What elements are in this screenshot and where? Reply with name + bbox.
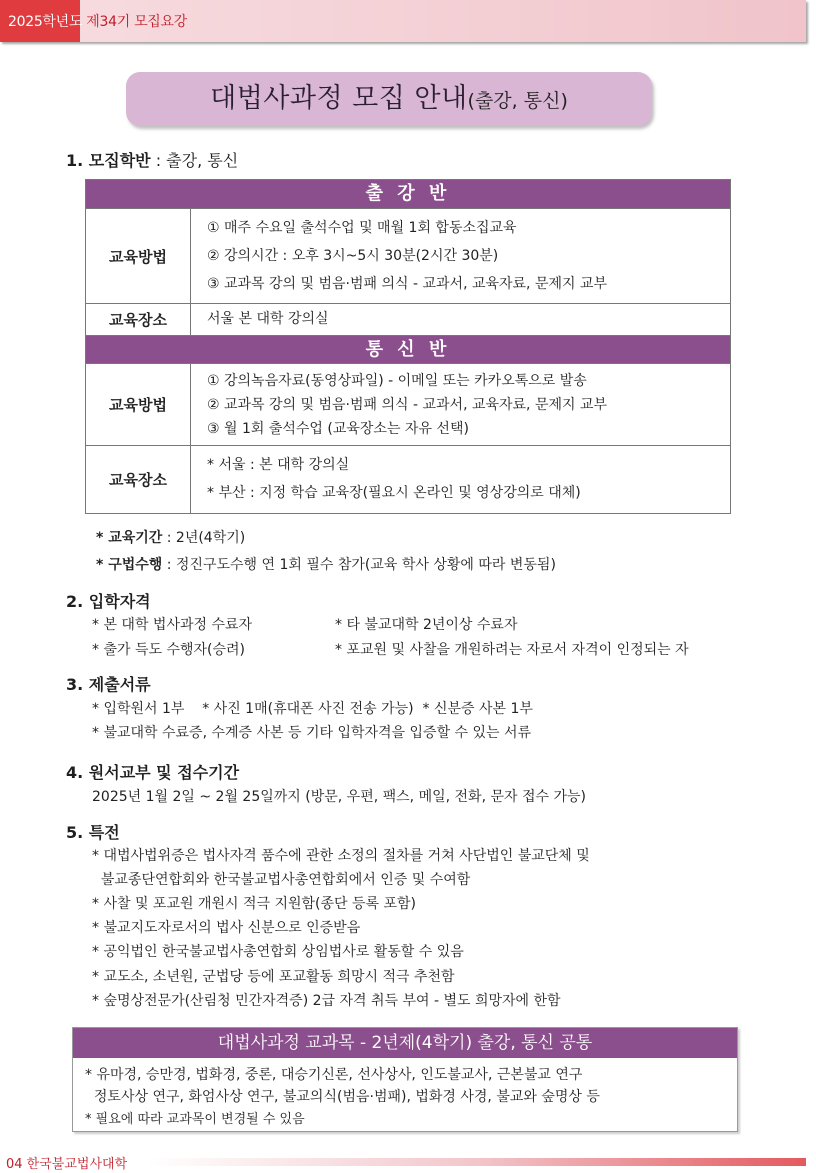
benefit-line: * 교도소, 소년원, 군법당 등에 포교활동 희망시 적극 추천함 [92, 969, 455, 985]
footer-band [148, 1158, 806, 1166]
curriculum-line: * 유마경, 승만경, 법화경, 중론, 대승기신론, 선사상사, 인도불교사, 근본불교 연구 [85, 1067, 583, 1083]
footer-text: 04 한국불교법사대학 [6, 1157, 128, 1172]
chulgang-method-label: 교육방법 [86, 209, 191, 303]
section-2-heading: 2. 입학자격 [66, 592, 151, 611]
section-4-heading: 4. 원서교부 및 접수기간 [66, 763, 240, 782]
curriculum-line: 정토사상 연구, 화엄사상 연구, 불교의식(범음·범패), 법화경 사경, 불교와 숲명상 등 [85, 1089, 600, 1105]
section-1-title: 1. 모집학반 [66, 151, 151, 170]
qualification-item: * 타 불교대학 2년이상 수료자 [335, 617, 518, 633]
tongsin-place-label: 교육장소 [86, 446, 191, 513]
page-title-main: 대법사과정 모집 안내 [210, 83, 468, 114]
note-edu-period-value: : 2년(4학기) [162, 530, 246, 546]
note-edu-period [96, 527, 245, 547]
benefit-line: * 숲명상전문가(산림청 민간자격증) 2급 자격 취득 부여 - 별도 희망자에 한함 [92, 993, 561, 1009]
tongsin-place-body [191, 446, 730, 513]
section-1-heading [66, 148, 238, 171]
tongsin-method-label: 교육방법 [86, 364, 191, 445]
tongsin-place-line: * 서울 : 본 대학 강의실 [207, 457, 350, 473]
section-3-heading: 3. 제출서류 [66, 675, 151, 694]
section-1-title-rest: : 출강, 통신 [150, 151, 239, 170]
benefit-line: * 대법사법위증은 법사자격 품수에 관한 소정의 절차를 거쳐 사단법인 불교단체 및 [92, 848, 590, 864]
chulgang-method-body [191, 209, 730, 303]
curriculum-bar: 대법사과정 교과목 - 2년제(4학기) 출강, 통신 공통 [73, 1028, 737, 1058]
chulgang-method-line: ③ 교과목 강의 및 범음·범패 의식 - 교과서, 교육자료, 문제지 교부 [207, 276, 608, 292]
page-title [126, 72, 652, 126]
chulgang-place-value: 서울 본 대학 강의실 [207, 311, 329, 327]
tongsin-band: 통 신 반 [86, 335, 730, 363]
qualification-item: * 본 대학 법사과정 수료자 [92, 617, 253, 633]
chulgang-method-line: ② 강의시간 : 오후 3시~5시 30분(2시간 30분) [207, 248, 499, 264]
tongsin-method-line: ② 교과목 강의 및 범음·범패 의식 - 교과서, 교육자료, 문제지 교부 [207, 397, 608, 413]
benefit-line: * 공익법인 한국불교법사총연합회 상임법사로 활동할 수 있음 [92, 944, 464, 960]
header-year: 2025학년도 [8, 14, 83, 30]
benefit-line: * 사찰 및 포교원 개원시 적극 지원함(종단 등록 포함) [92, 896, 417, 912]
application-period: 2025년 1월 2일 ~ 2월 25일까지 (방문, 우편, 팩스, 메일, 전화, 문자 접수 가능) [92, 789, 586, 805]
curriculum-line: * 필요에 따라 교과목이 변경될 수 있음 [85, 1112, 305, 1127]
tongsin-method-body [191, 364, 730, 445]
tongsin-place-line: * 부산 : 지정 학습 교육장(필요시 온라인 및 영상강의로 대체) [207, 485, 581, 501]
chulgang-place-label: 교육장소 [86, 304, 191, 335]
chulgang-band: 출 강 반 [86, 180, 730, 208]
curriculum-box [72, 1027, 738, 1132]
tongsin-method-line: ③ 월 1회 출석수업 (교육장소는 자유 선택) [207, 421, 469, 437]
page-title-sub: (출강, 통신) [467, 90, 568, 112]
qualification-item: * 포교원 및 사찰을 개원하려는 자로서 자격이 인정되는 자 [335, 642, 689, 658]
tongsin-method-row [86, 363, 730, 445]
tongsin-place-row [86, 445, 730, 513]
chulgang-place-row [86, 303, 730, 335]
tongsin-method-line: ① 강의녹음자료(동영상파일) - 이메일 또는 카카오톡으로 발송 [207, 373, 587, 389]
document-line: * 입학원서 1부 * 사진 1매(휴대폰 사진 전송 가능) * 신분증 사본 1부 [92, 701, 533, 717]
qualification-item: * 출가 득도 수행자(승려) [92, 642, 245, 658]
document-line: * 불교대학 수료증, 수계증 사본 등 기타 입학자격을 입증할 수 있는 서류 [92, 725, 532, 741]
section-5-heading: 5. 특전 [66, 823, 120, 842]
note-practice-value: : 정진구도수행 연 1회 필수 참가(교육 학사 상황에 따라 변동됨) [162, 557, 556, 573]
chulgang-method-line: ① 매주 수요일 출석수업 및 매월 1회 합동소집교육 [207, 220, 517, 236]
note-practice-label: * 구법수행 [96, 557, 163, 573]
note-edu-period-label: * 교육기간 [96, 530, 163, 546]
benefit-line: 불교종단연합회와 한국불교법사총연합회에서 인증 및 수여함 [92, 872, 471, 888]
header-rest: 제34기 모집요강 [82, 14, 187, 30]
benefit-line: * 불교지도자로서의 법사 신분으로 인증받음 [92, 920, 361, 936]
header-label [8, 11, 187, 31]
note-practice [96, 554, 556, 574]
chulgang-method-row [86, 208, 730, 303]
header-band [0, 0, 806, 42]
class-table [85, 179, 731, 514]
